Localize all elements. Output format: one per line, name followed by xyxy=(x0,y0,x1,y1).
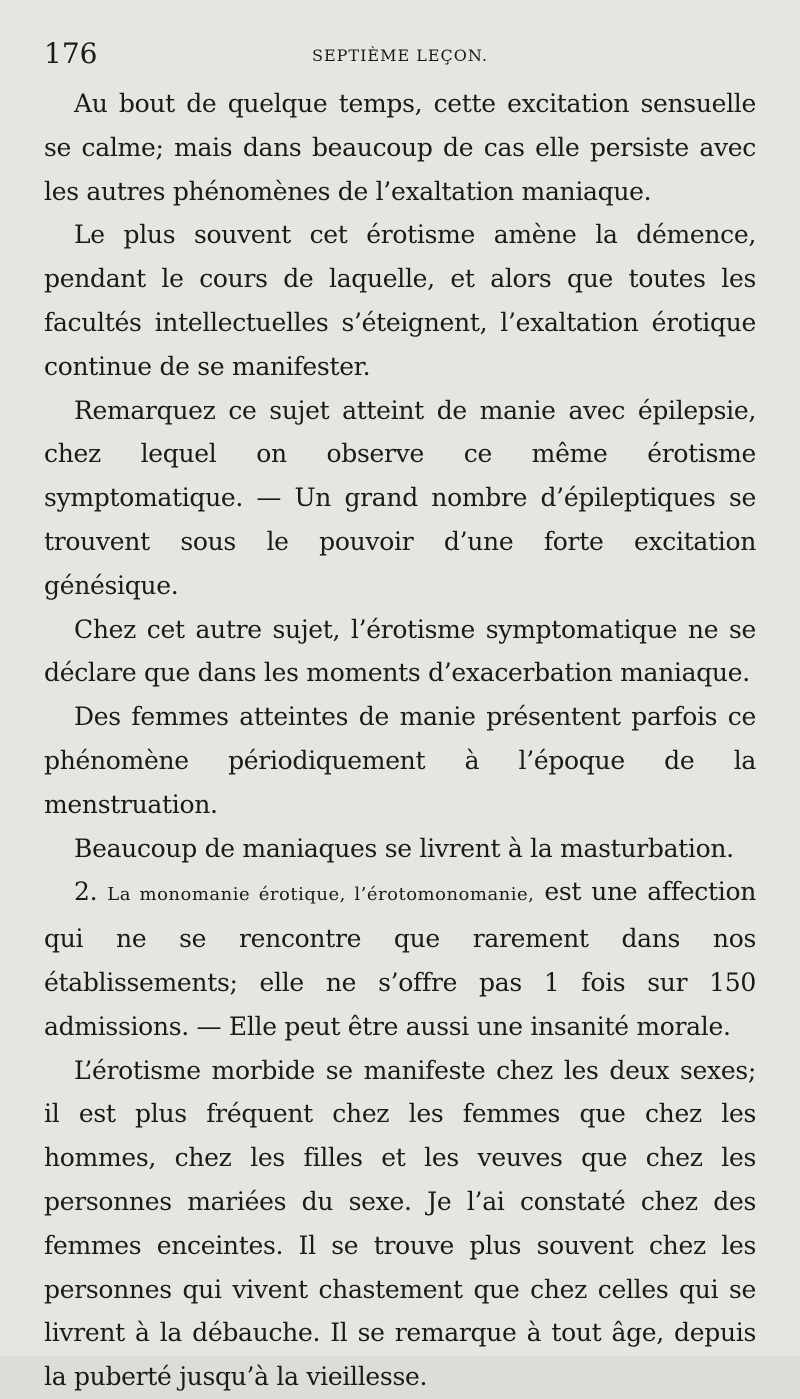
running-title: SEPTIÈME LEÇON. xyxy=(312,46,488,65)
paragraph-morbid-erotism: L’érotisme morbide se manifeste chez les deux sexes; il est plus fréquent chez les femmes que chez les hommes, chez les filles et les veuves que chez les personnes mariées du sexe. Je l’ai constaté chez des femmes enceintes. Il se trouve plus souvent chez les personnes qui vivent chastement que chez celles qui se livrent à la débauche. Il se remarque à tout âge, depuis la puberté jusqu’à la vieillesse. xyxy=(44,1055,756,1392)
paragraph-dementia: Le plus souvent cet érotisme amène la démence, pendant le cours de laquelle, et alors que toutes les facultés intellectuelles s’éteignent, l’exaltation érotique continue de se manifester. xyxy=(44,220,756,381)
section-number: 2. xyxy=(74,877,108,907)
section-title: La monomanie érotique, l’érotomonomanie, xyxy=(107,884,535,906)
paragraph-masturbation: Beaucoup de maniaques se livrent à la masturbation. xyxy=(74,833,734,863)
paragraph-epilepsy: Remarquez ce sujet atteint de manie avec épilepsie, chez lequel on observe ce même érotisme symptomatique. — Un grand nombre d’épileptiques se trouvent sous le pouvoir d’une forte excitation génésique. xyxy=(44,395,756,600)
body-text xyxy=(44,82,756,1399)
section-text: est une affection qui ne se rencontre que rarement dans nos établissements; elle ne s’offre pas 1 fois sur 150 admissions. — Elle peut être aussi une insanité morale. xyxy=(44,877,756,1041)
paragraph-exacerbation: Chez cet autre sujet, l’érotisme symptomatique ne se déclare que dans les moments d’exacerbation maniaque. xyxy=(44,614,756,688)
running-head xyxy=(44,34,756,74)
paragraph-menstruation: Des femmes atteintes de manie présentent parfois ce phénomène périodiquement à l’époque de la menstruation. xyxy=(44,702,756,819)
section-erotomonomania xyxy=(44,870,756,1048)
paragraph-sensual-excitation: Au bout de quelque temps, cette excitation sensuelle se calme; mais dans beaucoup de cas elle persiste avec les autres phénomènes de l’exaltation maniaque. xyxy=(44,89,756,206)
page-number: 176 xyxy=(44,37,98,70)
